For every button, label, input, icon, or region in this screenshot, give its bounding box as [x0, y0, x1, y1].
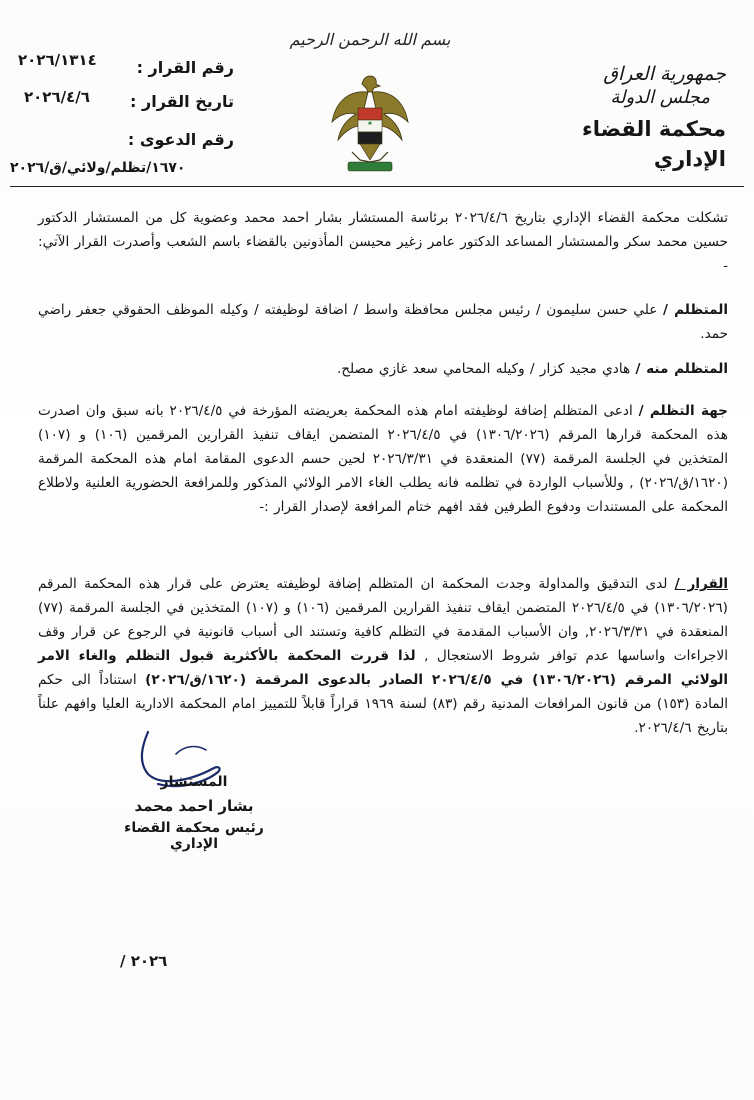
decision-number-value: ٢٠٢٦/١٣١٤ [18, 51, 97, 69]
decision-label: القرار / [674, 576, 729, 592]
grievance-label: جهة التظلم / [638, 403, 728, 419]
gov-line-2: مجلس الدولة [610, 87, 710, 108]
gov-line-1: جمهورية العراق [603, 63, 726, 85]
signature-title: المستشار [160, 774, 228, 790]
complainant-text: علي حسن سليمون / رئيس مجلس محافظة واسط / اضافة لوظيفته / وكيله الموظف الحقوقي جعفر راضي حمد. [38, 302, 728, 342]
case-number-label: رقم الدعوى : [127, 130, 234, 149]
complainant-label: المتظلم / [663, 302, 729, 318]
footer-date: / ٢٠٢٦ [120, 952, 168, 970]
header-divider [10, 186, 744, 187]
iraq-eagle-emblem-icon [330, 70, 410, 180]
respondent-paragraph [38, 357, 728, 381]
case-number-value: ١٦٧٠/تظلم/ولائي/ق/٢٠٢٦ [10, 160, 186, 176]
grievance-text: ادعى المتظلم إضافة لوظيفته امام هذه المحكمة بعريضته المؤرخة في ٢٠٢٦/٤/٥ بانه سبق وان اصدرت هذه المحكمة قرارها المرقم (١٣٠٦/٢٠٢٦) في ٢٠٢٦/٤/٥ المتضمن ايقاف تنفيذ القرارين المرقمين (١٠٦) و (١٠٧) المتخذين في الجلسة المرقمة (٧٧) المنعقدة في ٢٠٢٦/٣/٣١ لحين حسم الدعوى المقامة امام هذه المحكمة المرقمة (١٦٢٠/ق/٢٠٢٦) , وللأسباب الواردة في تظلمه فانه يطلب الغاء الامر الولائي المذكور وللمرافعة الحضورية العلنية ولاطلاع المحكمة على المستندات ودفوع الطرفين فقد افهم ختام المرافعة لإصدار القرار :- [38, 403, 728, 515]
signature-name: بشار احمد محمد [134, 797, 254, 815]
decision-date-label: تاريخ القرار : [130, 92, 234, 111]
grievance-paragraph [38, 399, 728, 519]
decision-number-label: رقم القرار : [136, 58, 234, 77]
issuing-authority [526, 62, 726, 174]
decision-bold-text: لذا قررت المحكمة بالأكثرية قبول التظلم والغاء الامر الولائي المرقم (١٣٠٦/٢٠٢٦) في ٢٠٢٦/٤/٥ الصادر بالدعوى المرقمة (١٦٢٠/ق/٢٠٢٦) [38, 648, 728, 688]
decision-tail-text: استناداً الى حكم المادة (١٥٣) من قانون المرافعات المدنية رقم (٨٣) لسنة ١٩٦٩ قراراً قابلاً للتمييز امام المحكمة الادارية العليا وافهم علناً بتاريخ ٢٠٢٦/٤/٦. [38, 672, 728, 736]
respondent-label: المتظلم منه / [635, 361, 728, 377]
svg-text:✱: ✱ [367, 121, 373, 127]
respondent-text: هادي مجيد كزار / وكيله المحامي سعد غازي مصلح. [336, 361, 631, 377]
court-name: محكمة القضاء الإداري [582, 117, 726, 171]
intro-paragraph: تشكلت محكمة القضاء الإداري بتاريخ ٢٠٢٦/٤/٦ برئاسة المستشار بشار احمد محمد وعضوية كل من المستشار الدكتور حسين محمد سكر والمستشار المساعد الدكتور عامر زغير محيسن المأذونين بالقضاء باسم الشعب وأصدرت القرار الآتي: - [38, 210, 728, 274]
decision-text: لدى التدقيق والمداولة وجدت المحكمة ان المتظلم إضافة لوظيفته يعترض على قرار هذه المحكمة المرقم (١٣٠٦/٢٠٢٦) في ٢٠٢٦/٤/٥ المتضمن ايقاف تنفيذ القرارين المرقمين (١٠٦) و (١٠٧) المتخذين في الجلسة المرقمة (٧٧) المنعقدة في ٢٠٢٦/٣/٣١, وان الأسباب المقدمة في التظلم كافية وتستند الى أسباب قانونية في الرجوع عن قرار وقف الاجراءات واساسها عدم توافر شروط الاستعجال , [38, 576, 728, 664]
decision-date-value: ٢٠٢٦/٤/٦ [24, 88, 90, 106]
decision-paragraph [38, 572, 728, 740]
signature-position: رئيس محكمة القضاء الإداري [124, 820, 264, 852]
bismillah: بسم الله الرحمن الرحيم [289, 30, 451, 49]
complainant-paragraph [38, 298, 728, 346]
